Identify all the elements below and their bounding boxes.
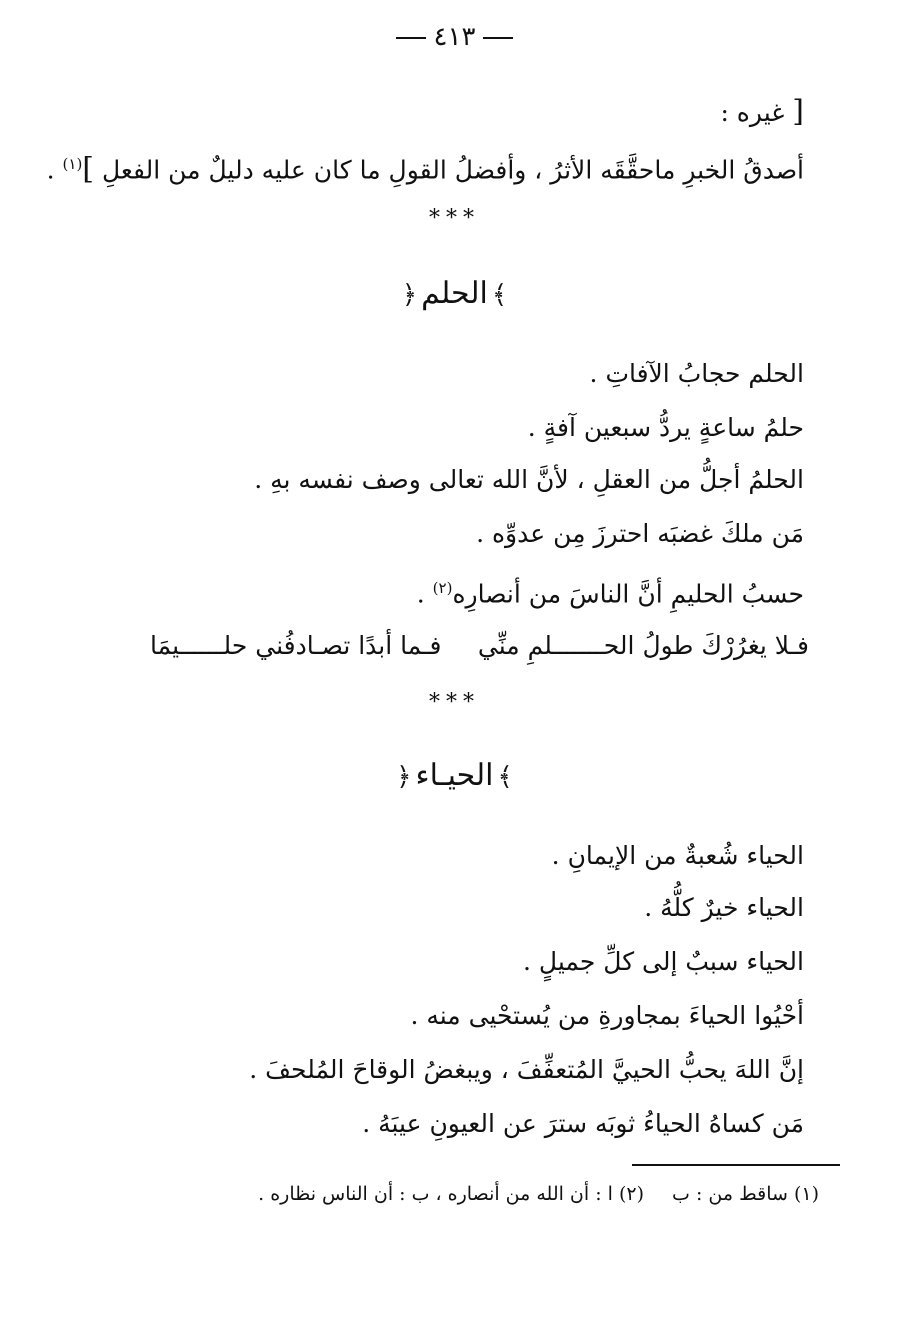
intro-label-line bbox=[720, 94, 804, 131]
ornament-right: ﴾ bbox=[491, 280, 508, 310]
close-bracket: ] bbox=[82, 151, 95, 187]
hilm-line-5-end: . bbox=[416, 579, 425, 609]
page-number bbox=[0, 22, 909, 52]
haya-line-5: إنَّ اللهَ يحبُّ الحييَّ المُتعفِّفَ ، ويبغضُ الوقاحَ المُلحفَ . bbox=[249, 1055, 804, 1084]
open-bracket: [ bbox=[792, 94, 804, 129]
ornament-left: ﴿ bbox=[396, 762, 412, 792]
hilm-line-1: الحلم حجابُ الآفاتِ . bbox=[589, 359, 804, 388]
page-number-dash-left bbox=[396, 37, 426, 39]
haya-line-6: مَن كساهُ الحياءُ ثوبَه سترَ عن العيونِ عيبَهُ . bbox=[362, 1109, 804, 1138]
footnote-rule bbox=[632, 1164, 840, 1166]
haya-line-3: الحياء سببٌ إلى كلِّ جميلٍ . bbox=[523, 947, 804, 976]
footnote-ref-1: (١) bbox=[62, 155, 83, 173]
ornament-left: ﴿ bbox=[401, 280, 418, 310]
verse-first-hemistich: فـلا يغرُرْكَ طولُ الحـــــــلمِ منِّي bbox=[477, 631, 809, 660]
hilm-line-4: مَن ملكَ غضبَه احترزَ مِن عدوِّه . bbox=[476, 519, 804, 548]
section-heading-hilm-text: الحلم bbox=[421, 276, 488, 311]
ornament-right: ﴾ bbox=[497, 762, 513, 792]
footnotes bbox=[258, 1180, 819, 1208]
hilm-line-5-text: حسبُ الحليمِ أنَّ الناسَ من أنصارِه bbox=[452, 579, 804, 609]
section-heading-haya-text: الحيـاء bbox=[415, 758, 494, 793]
hilm-line-2: حلمُ ساعةٍ يردُّ سبعين آفةٍ . bbox=[527, 413, 804, 442]
section-divider-2: *** bbox=[429, 690, 480, 715]
haya-line-2: الحياء خيرٌ كلُّهُ . bbox=[644, 893, 804, 922]
section-divider-1: *** bbox=[429, 206, 480, 231]
intro-quote-line bbox=[47, 146, 804, 188]
section-heading-hilm bbox=[0, 276, 909, 311]
intro-end: . bbox=[46, 155, 55, 185]
haya-line-1: الحياء شُعبةٌ من الإيمانِ . bbox=[551, 841, 804, 870]
hilm-line-3: الحلمُ أجلُّ من العقلِ ، لأنَّ الله تعالى وصف نفسه بهِ . bbox=[254, 465, 804, 494]
page-number-dash-right bbox=[483, 37, 513, 39]
haya-line-4: أحْيُوا الحياءَ بمجاورةِ من يُستحْيى منه . bbox=[410, 1001, 804, 1030]
hilm-line-5 bbox=[417, 570, 804, 612]
intro-quote: أصدقُ الخبرِ ماحقَّقَه الأثرُ ، وأفضلُ القولِ ما كان عليه دليلٌ من الفعلِ bbox=[101, 155, 804, 185]
footnote-1: (١) ساقط من : ب bbox=[672, 1183, 819, 1205]
section-heading-haya bbox=[0, 758, 909, 793]
intro-label: غيره : bbox=[720, 98, 785, 127]
footnote-ref-2: (٢) bbox=[432, 579, 453, 597]
page-number-text: ٤١٣ bbox=[433, 22, 476, 52]
footnote-2: (٢) ا : أن الله من أنصاره ، ب : أن الناس نظاره . bbox=[258, 1183, 645, 1205]
verse-second-hemistich: فـما أبدًا تصـادفُني حلــــــيمَا bbox=[150, 631, 442, 660]
